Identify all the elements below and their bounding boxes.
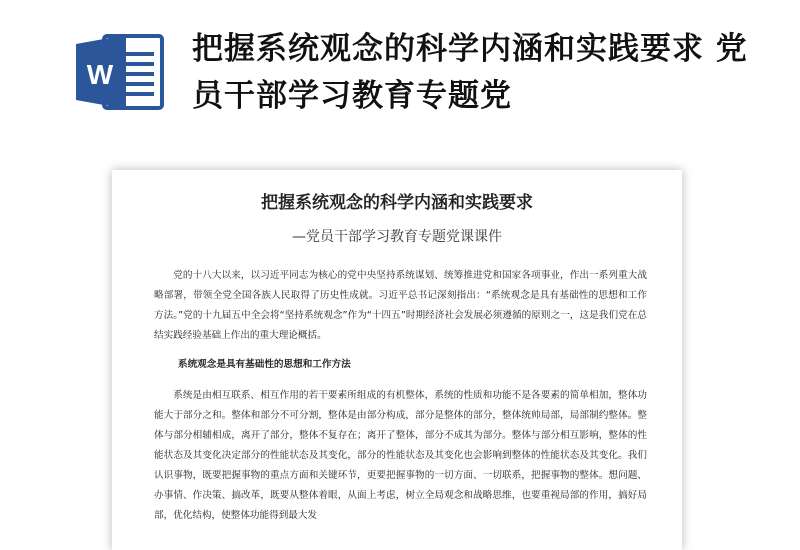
header	[0, 0, 800, 160]
word-document-icon	[74, 30, 166, 114]
svg-text:W: W	[86, 59, 114, 90]
paragraph: 党的十八大以来，以习近平同志为核心的党中央坚持系统谋划、统筹推进党和国家各项事业，作出一系列重大战略部署，带领全党全国各族人民取得了历史性成就。习近平总书记深刻指出：“系统观念是具有基础性的思想和工作方法。”党的十九届五中全会将“坚持系统观念”作为“十四五”时期经济社会发展必须遵循的原则之一，这是我们党在总结实践经验基础上作出的重大理论概括。	[154, 270, 647, 341]
document-subtitle: —党员干部学习教育专题党课课件	[292, 229, 502, 245]
document-page	[112, 170, 682, 550]
paragraph: 系统是由相互联系、相互作用的若干要素所组成的有机整体，系统的性质和功能不是各要素的简单相加，整体功能大于部分之和。整体和部分不可分割，整体是由部分构成，部分是整体的部分，整体统帅局部，局部制约整体。整体与部分相辅相成，离开了部分，整体不复存在；离开了整体，部分不成其为部分。整体与部分相互影响，整体的性能状态及其变化决定部分的性能状态及其变化，部分的性能状态及其变化也会影响到整体的性能状态及其变化。我们认识事物，既要把握事物的重点方面和关键环节，更要把握事物的一切方面、一切联系，把握事物的整体。想问题、办事情、作决策、搞改革，既要从整体着眼，从面上考虑，树立全局观念和战略思维，也要重视局部的作用，搞好局部，优化结构，使整体功能得到最大发	[154, 390, 647, 521]
header-title: 把握系统观念的科学内涵和实践要求 党员干部学习教育专题党	[192, 31, 748, 114]
section-heading: 系统观念是具有基础性的思想和工作方法	[178, 359, 351, 370]
document-title: 把握系统观念的科学内涵和实践要求	[261, 193, 533, 213]
